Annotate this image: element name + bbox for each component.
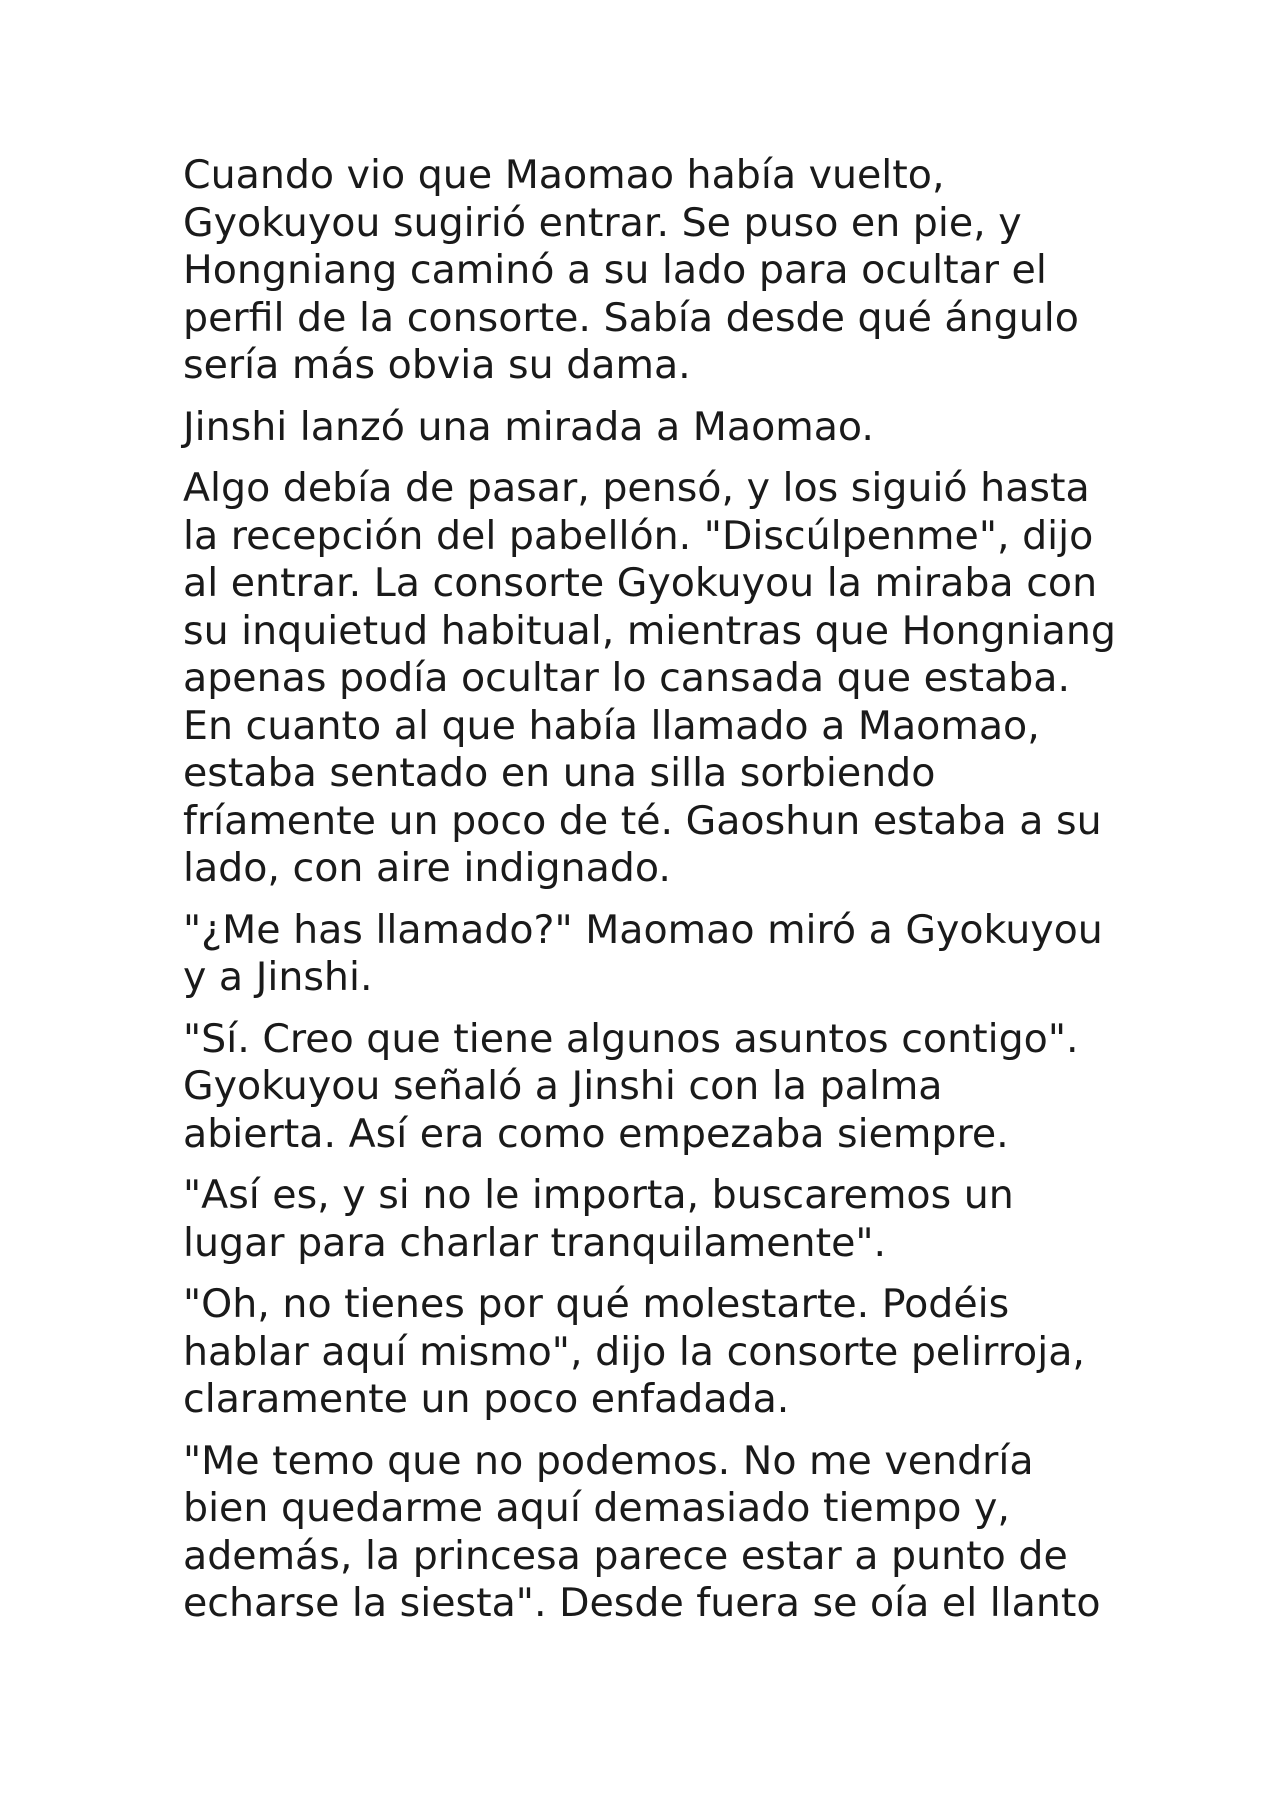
text-line: Algo debía de pasar, pensó, y los siguió hasta [183,465,1090,511]
text-line: "¿Me has llamado?" Maomao miró a Gyokuyou [183,906,1103,953]
paragraph [183,907,1123,1002]
text-line: "Me temo que no podemos. No me vendría [183,1437,1034,1484]
text-line: lado, con aire indignado. [183,845,671,891]
paragraph [183,1281,1123,1424]
paragraph [183,404,1123,452]
text-line: Jinshi lanzó una mirada a Maomao. [183,403,874,450]
paragraph [183,152,1123,390]
paragraph [183,1172,1123,1267]
text-line: abierta. Así era como empezaba siempre. [183,1110,1009,1157]
text-line: "Sí. Creo que tiene algunos asuntos contigo". [183,1015,1079,1062]
text-line: lugar para charlar tranquilamente". [183,1219,887,1266]
paragraph [183,1016,1123,1159]
text-line: "Oh, no tienes por qué molestarte. Podéis [183,1281,1010,1327]
paragraph [183,465,1123,893]
text-line: bien quedarme aquí demasiado tiempo y, [183,1485,1010,1531]
text-line: Hongniang caminó a su lado para ocultar el [183,247,1047,293]
text-line: además, la princesa parece estar a punto de [183,1532,1068,1579]
text-line: apenas podía ocultar lo cansada que estaba. [183,655,1071,701]
text-line: sería más obvia su dama. [183,342,691,388]
text-line: fríamente un poco de té. Gaoshun estaba a su [183,797,1102,844]
text-line: Cuando vio que Maomao había vuelto, [183,152,945,198]
text-line: echarse la siesta". Desde fuera se oía el llanto [183,1580,1101,1626]
paragraph [183,1438,1123,1628]
text-line: hablar aquí mismo", dijo la consorte pelirroja, [183,1328,1085,1375]
text-line: la recepción del pabellón. "Discúlpenme", dijo [183,512,1094,559]
text-line: al entrar. La consorte Gyokuyou la miraba con [183,560,1098,606]
text-line: perfil de la consorte. Sabía desde qué ángulo [183,294,1079,341]
text-line: Gyokuyou señaló a Jinshi con la palma [183,1063,943,1109]
text-line: claramente un poco enfadada. [183,1376,790,1422]
text-line: y a Jinshi. [183,954,373,1000]
text-line: su inquietud habitual, mientras que Hongniang [183,607,1116,654]
text-line: estaba sentado en una silla sorbiendo [183,750,936,796]
text-line: "Así es, y si no le importa, buscaremos un [183,1172,1014,1218]
text-line: En cuanto al que había llamado a Maomao, [183,702,1040,749]
text-line: Gyokuyou sugirió entrar. Se puso en pie, y [183,199,1022,246]
body-text [183,152,1123,1642]
